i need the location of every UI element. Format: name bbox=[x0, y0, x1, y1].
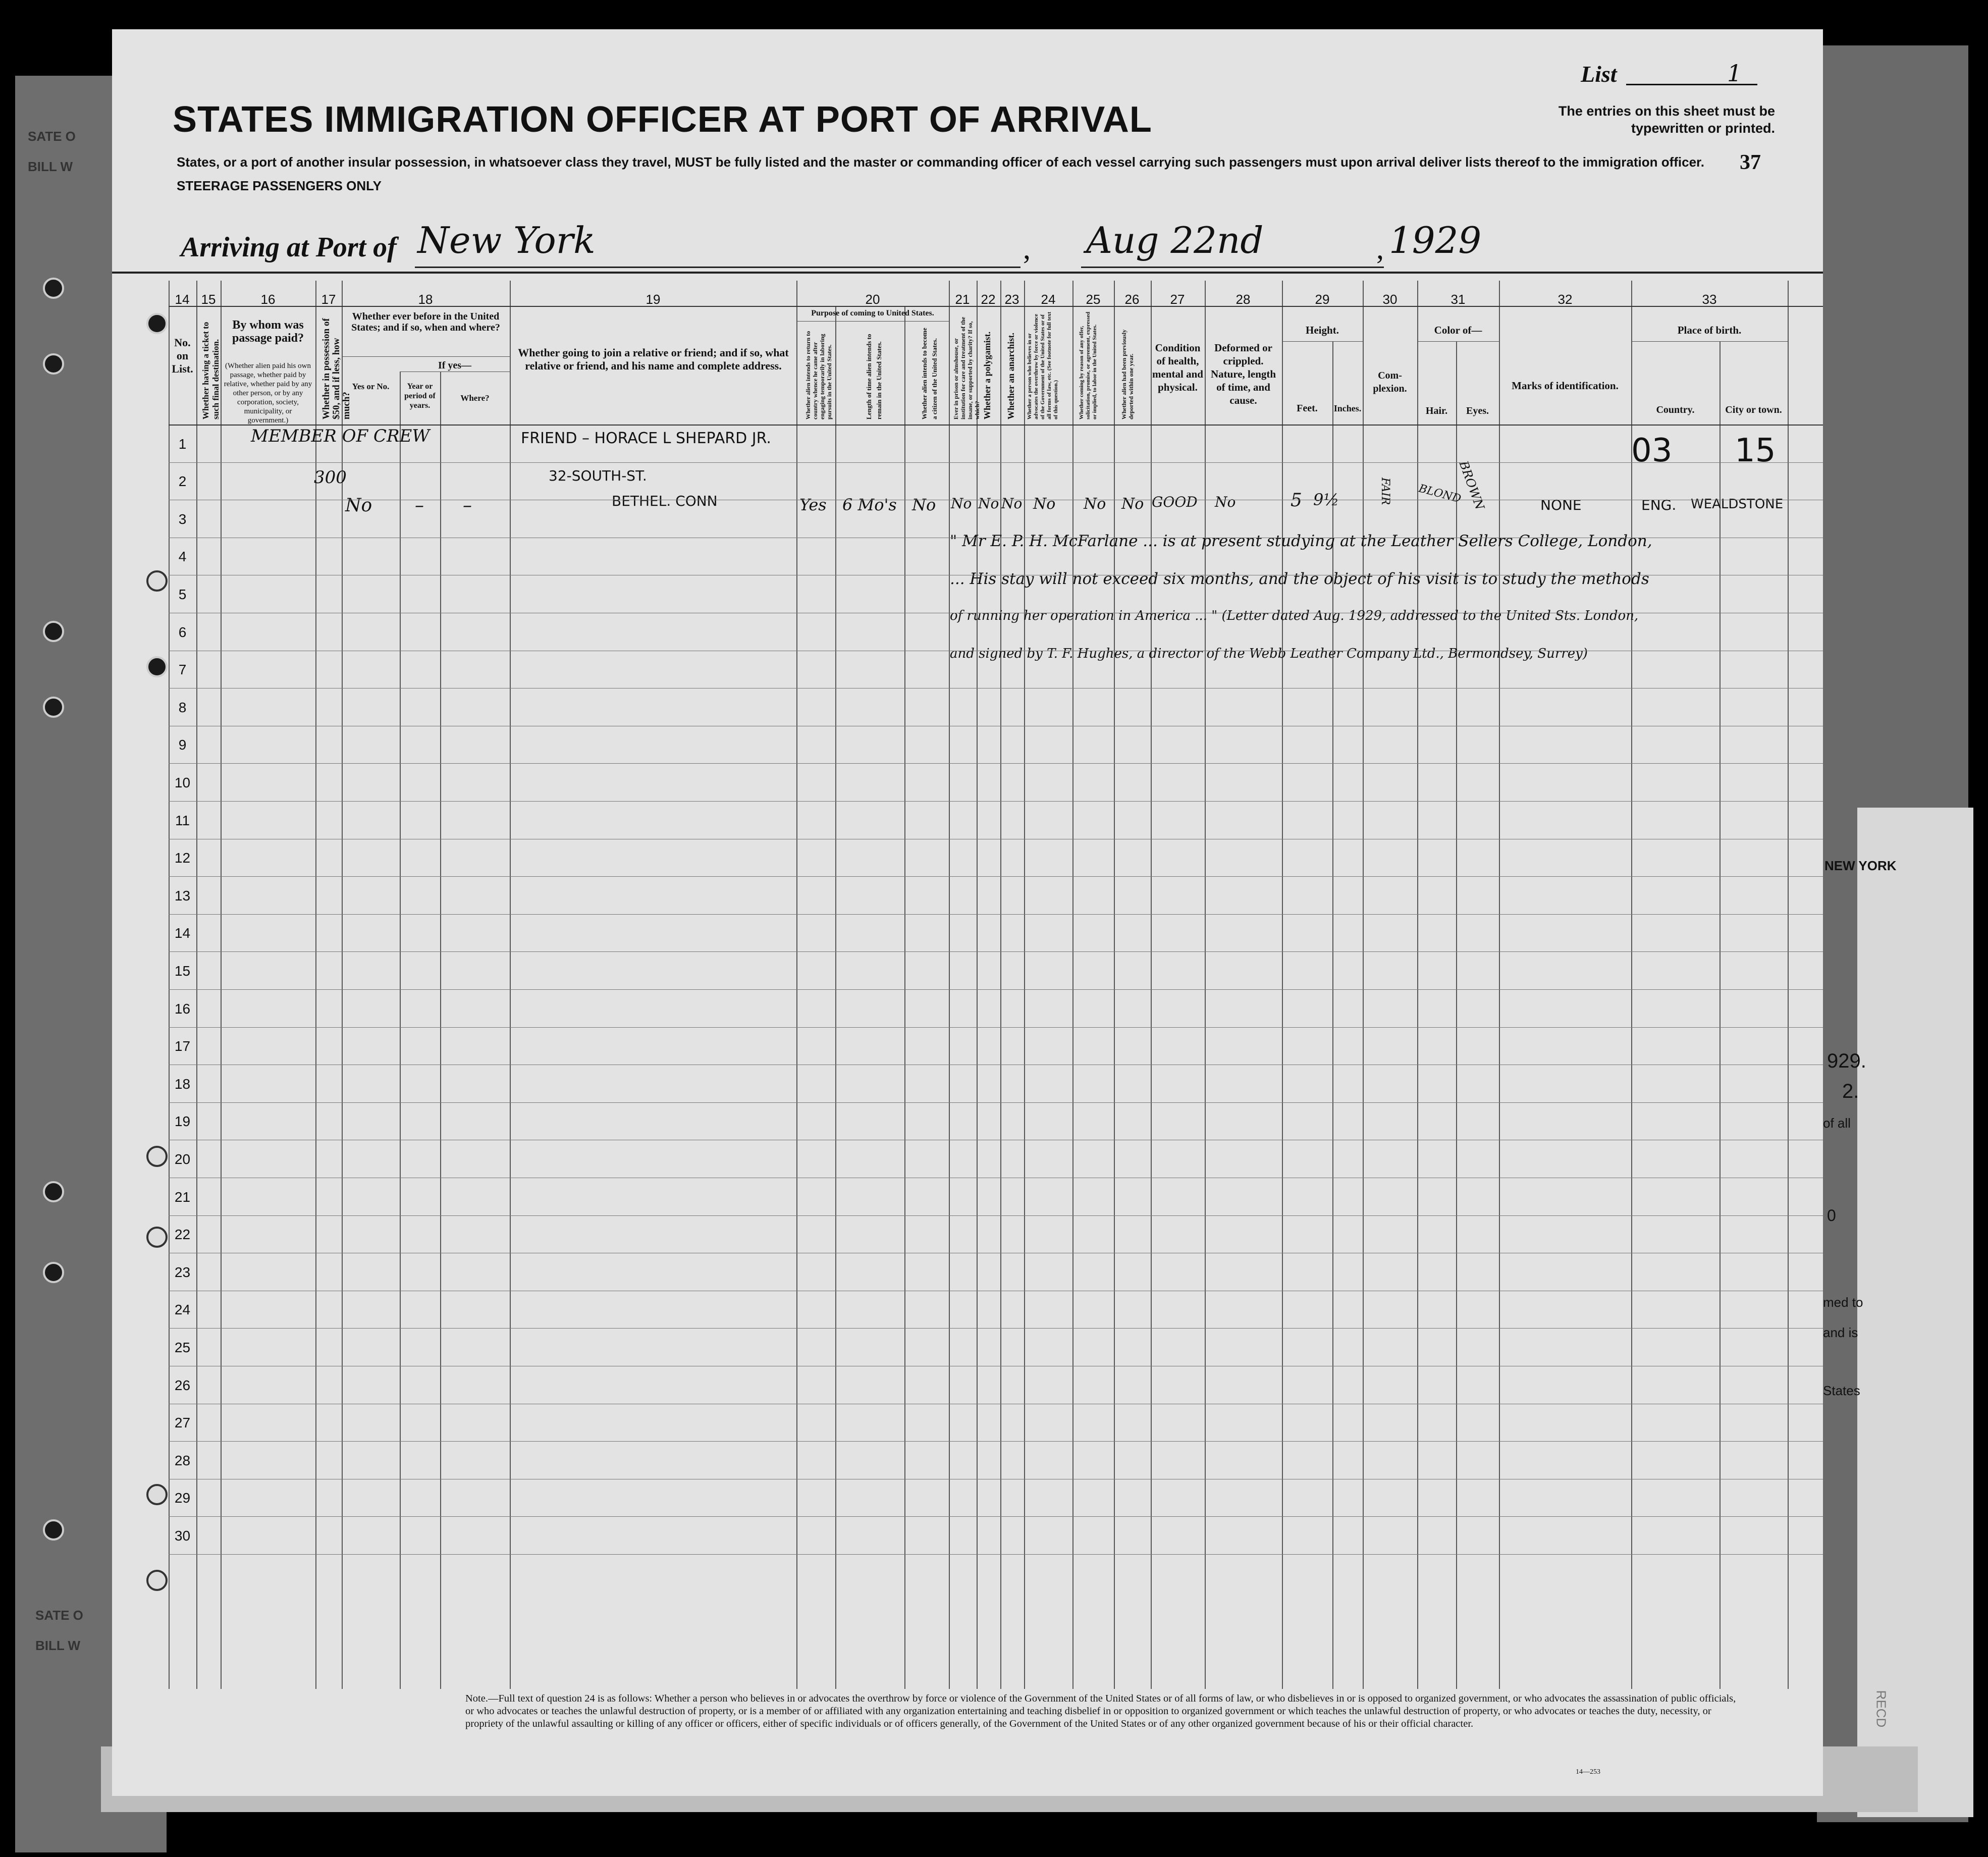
binder-hole bbox=[146, 1570, 168, 1591]
col-line bbox=[1720, 341, 1721, 1689]
binder-hole bbox=[146, 1484, 168, 1505]
subheader-line bbox=[1631, 341, 1788, 342]
entry-where: – bbox=[463, 495, 472, 516]
row-number: 28 bbox=[174, 1452, 191, 1468]
col-number: 16 bbox=[260, 292, 276, 307]
row-number: 5 bbox=[178, 587, 187, 602]
entry-length: 6 Mo's bbox=[842, 495, 897, 514]
col-number: 21 bbox=[955, 292, 970, 307]
col-line bbox=[1072, 281, 1073, 1689]
hdr-money: Whether in possession of $50, and if less, how much? bbox=[321, 318, 352, 419]
entry-feet: 5 bbox=[1291, 490, 1302, 511]
entry-anarchist: No bbox=[1001, 495, 1023, 512]
right-fragment-ny: NEW YORK bbox=[1824, 858, 1897, 873]
row-number: 24 bbox=[174, 1302, 191, 1318]
hdr-hair: Hair. bbox=[1425, 405, 1448, 416]
hdr-purpose: Purpose of coming to United States. bbox=[811, 309, 934, 317]
right-fragment-0: 0 bbox=[1827, 1206, 1836, 1225]
entry-passage-paid: MEMBER OF CREW bbox=[251, 426, 430, 446]
hdr-citizen: Whether alien intends to become a citizen of the United States. bbox=[921, 328, 938, 419]
entry-joining: FRIEND – HORACE L SHEPARD JR. bbox=[521, 430, 771, 447]
binder-hole bbox=[43, 1519, 64, 1541]
manifest-table bbox=[112, 281, 1823, 1689]
subheader-line bbox=[1417, 341, 1499, 342]
entry-return: Yes bbox=[799, 495, 827, 514]
entry-complexion: FAIR bbox=[1379, 477, 1391, 505]
hdr-passage-paid-sub: (Whether alien paid his own passage, whether paid by relative, whether paid by any other person, or by any corporation, society, municipality, or government.) bbox=[224, 362, 312, 425]
row-number: 9 bbox=[178, 737, 187, 753]
arrival-port: New York bbox=[417, 219, 596, 261]
list-underline bbox=[1626, 84, 1757, 85]
col-line bbox=[796, 281, 797, 1689]
hdr-joining: Whether going to join a relative or friend; and if so, what relative or friend, and his name and complete address. bbox=[518, 346, 789, 372]
hdr-labor: Whether coming by reason of any offer, solicitation, promise, or agreement, expressed or implied, to labor in the United States. bbox=[1079, 311, 1098, 419]
right-fragment-929: 929. bbox=[1827, 1050, 1866, 1072]
entry-money: 300 bbox=[314, 467, 347, 488]
hdr-polygamist: Whether a polygamist. bbox=[982, 331, 992, 419]
col-line bbox=[400, 372, 401, 1689]
hdr-overthrow: Whether a person who believes in or advocates the overthrow by force or violence of the Government of the United States or of all forms of law, etc. (See footnote for full text of this question.) bbox=[1027, 311, 1059, 419]
hdr-before-us: Whether ever before in the United States; and if so, when and where? bbox=[351, 311, 500, 333]
col-number: 33 bbox=[1702, 292, 1717, 307]
row-number: 15 bbox=[174, 963, 191, 979]
col-number: 20 bbox=[865, 292, 880, 307]
annotation-line-1: " Mr E. P. H. McFarlane ... is at present studying at the Leather Sellers College, London, bbox=[950, 532, 1652, 550]
entry-hair: BLOND bbox=[1417, 482, 1463, 506]
row-number: 29 bbox=[174, 1490, 191, 1506]
hdr-height: Height. bbox=[1306, 324, 1339, 336]
footnote: Note.—Full text of question 24 is as follows: Whether a person who believes in or advocates the overthrow by force or violence of the Government of the United States or of all forms of law, or who disbelieves in or is opposed to organized government, or who advocates the assassination of public officials, or who advocates or teaches the unlawful destruction of property, or is a member of or affiliated with any organization entertaining and teaching disbelief in or opposition to organized government or which teaches the unlawful destruction of property, or who advocates or teaches the duty, necessity, or propriety of the unlawful assaulting or killing of any officer or officers, either of specific individuals or of officers generally, of the Government of the United States or of any other organized government because of his or their official character. bbox=[465, 1693, 1736, 1729]
row-line bbox=[169, 462, 1823, 463]
binder-hole bbox=[43, 1262, 64, 1283]
hdr-health: Condition of health, mental and physical. bbox=[1152, 342, 1203, 393]
row-number: 19 bbox=[174, 1113, 191, 1130]
col-line bbox=[221, 281, 222, 1689]
row-number: 10 bbox=[174, 775, 191, 790]
row-number: 3 bbox=[178, 511, 187, 527]
col-number: 22 bbox=[981, 292, 996, 307]
binder-hole bbox=[146, 570, 168, 592]
binder-hole bbox=[146, 1146, 168, 1167]
col-number: 18 bbox=[418, 292, 433, 307]
row-line bbox=[169, 801, 1823, 802]
underlying-page-right-inner bbox=[1857, 808, 1973, 1817]
entry-address-1: 32-SOUTH-ST. bbox=[549, 467, 647, 484]
entry-before: No bbox=[345, 495, 372, 516]
row-number: 20 bbox=[174, 1151, 191, 1167]
hdr-anarchist: Whether an anarchist. bbox=[1006, 333, 1016, 419]
entry-citizen: No bbox=[912, 495, 936, 514]
header-line bbox=[169, 425, 1823, 426]
row-number: 4 bbox=[178, 549, 187, 565]
row-number: 17 bbox=[174, 1038, 191, 1054]
hdr-marks: Marks of identification. bbox=[1512, 380, 1619, 392]
row-number: 16 bbox=[174, 1000, 191, 1017]
col-number: 23 bbox=[1004, 292, 1019, 307]
row-number: 13 bbox=[174, 887, 191, 904]
binder-hole bbox=[43, 697, 64, 718]
row-number: 25 bbox=[174, 1340, 191, 1355]
entry-year: – bbox=[415, 495, 424, 516]
row-number: 12 bbox=[174, 850, 191, 866]
entry-deformed: No bbox=[1215, 494, 1236, 510]
entry-address-2: BETHEL. CONN bbox=[612, 493, 718, 509]
hdr-place-of-birth: Place of birth. bbox=[1677, 324, 1742, 336]
col-line bbox=[1363, 281, 1364, 1689]
date-underline bbox=[1081, 267, 1384, 268]
left-fragment-bottom: SATE O bbox=[35, 1608, 83, 1623]
arrival-year: 1929 bbox=[1389, 219, 1482, 261]
col-line bbox=[835, 306, 836, 1689]
right-fragment-and-is: and is bbox=[1823, 1325, 1858, 1340]
hdr-inches: Inches. bbox=[1333, 403, 1362, 413]
hdr-color-of: Color of— bbox=[1434, 324, 1482, 336]
subheader-line bbox=[796, 321, 949, 322]
row-line bbox=[169, 989, 1823, 990]
row-number: 2 bbox=[178, 473, 187, 490]
code-city: 15 bbox=[1735, 432, 1776, 469]
form-number: 14—253 bbox=[1576, 1768, 1600, 1776]
col-number: 19 bbox=[646, 292, 661, 307]
row-line bbox=[169, 1516, 1823, 1517]
col-number: 29 bbox=[1315, 292, 1330, 307]
annotation-line-3: of running her operation in America ... " (Letter dated Aug. 1929, addressed to the United Sts. London, bbox=[950, 608, 1639, 623]
row-number: 27 bbox=[174, 1415, 191, 1431]
list-value: 1 bbox=[1727, 60, 1742, 87]
row-line bbox=[169, 763, 1823, 764]
col-number: 15 bbox=[201, 292, 216, 307]
col-line bbox=[977, 281, 978, 1689]
col-number: 30 bbox=[1382, 292, 1398, 307]
left-fragment-top: SATE O bbox=[28, 129, 76, 144]
row-number: 21 bbox=[174, 1189, 191, 1205]
port-underline bbox=[415, 267, 1020, 268]
hdr-where: Where? bbox=[460, 393, 490, 403]
entry-eyes: BROWN bbox=[1456, 459, 1487, 512]
binder-hole bbox=[43, 621, 64, 642]
col-line bbox=[440, 372, 441, 1689]
col-number: 27 bbox=[1170, 292, 1185, 307]
hdr-complexion: Com-plexion. bbox=[1373, 370, 1407, 394]
row-line bbox=[169, 1441, 1823, 1442]
header-rule bbox=[112, 272, 1823, 274]
col-number: 28 bbox=[1235, 292, 1251, 307]
entry-overthrow: No bbox=[1033, 495, 1056, 513]
binder-hole bbox=[43, 1181, 64, 1202]
hdr-length: Length of time alien intends to remain in the United States. bbox=[865, 334, 883, 419]
entry-deported: No bbox=[1121, 495, 1144, 513]
entry-health: GOOD bbox=[1152, 494, 1198, 510]
row-line bbox=[169, 951, 1823, 952]
right-fragment-med-to: med to bbox=[1823, 1295, 1863, 1310]
hdr-country: Country. bbox=[1656, 404, 1695, 415]
right-fragment-of-all: of all bbox=[1823, 1116, 1851, 1131]
left-fragment-bottom-2: BILL W bbox=[35, 1638, 81, 1653]
entries-note: The entries on this sheet must be typewritten or printed. bbox=[1558, 103, 1775, 136]
hdr-return: Whether alien intends to return to country whence he came after engaging temporarily in laboring pursuits in the United States. bbox=[804, 331, 833, 419]
entry-country: ENG. bbox=[1641, 497, 1677, 513]
col-number: 32 bbox=[1557, 292, 1573, 307]
arriving-label: Arriving at Port of bbox=[181, 232, 397, 263]
hdr-prison: Ever in prison or almshouse, or institution for care and treatment of the insane, or supported by charity? If so, which? bbox=[952, 316, 981, 419]
left-fragment-mid: BILL W bbox=[28, 159, 73, 174]
hdr-city: City or town. bbox=[1725, 404, 1782, 415]
right-fragment-2: 2. bbox=[1842, 1080, 1859, 1102]
row-line bbox=[169, 1102, 1823, 1103]
entry-marks: NONE bbox=[1540, 497, 1582, 513]
right-fragment-recd: RECD bbox=[1873, 1690, 1889, 1728]
binder-hole bbox=[43, 353, 64, 375]
hdr-yes-no: Yes or No. bbox=[352, 382, 390, 391]
entry-inches: 9½ bbox=[1313, 490, 1339, 509]
annotation-line-2: ... His stay will not exceed six months, and the object of his visit is to study the methods bbox=[950, 570, 1649, 588]
row-line bbox=[169, 1554, 1823, 1555]
col-line bbox=[1024, 281, 1025, 1689]
comma-separator-2: , bbox=[1376, 232, 1384, 265]
comma-separator: , bbox=[1023, 232, 1031, 265]
row-line bbox=[169, 914, 1823, 915]
hdr-no-on-list: No. on List. bbox=[172, 336, 193, 375]
entry-city: WEALDSTONE bbox=[1691, 497, 1784, 512]
hdr-if-yes: If yes— bbox=[438, 360, 472, 371]
row-number: 8 bbox=[178, 699, 187, 715]
col-line bbox=[1282, 281, 1283, 1689]
header-line bbox=[169, 306, 1823, 307]
sheet-number: 37 bbox=[1740, 151, 1761, 174]
entry-labor: No bbox=[1084, 495, 1106, 513]
arrival-date: Aug 22nd bbox=[1086, 219, 1264, 261]
binder-hole bbox=[43, 278, 64, 299]
subheader-line bbox=[1282, 341, 1363, 342]
binder-hole bbox=[146, 313, 168, 334]
subheader-line bbox=[342, 356, 510, 357]
steerage-label: STEERAGE PASSENGERS ONLY bbox=[177, 178, 382, 193]
row-number: 26 bbox=[174, 1377, 191, 1393]
col-line bbox=[196, 281, 197, 1689]
hdr-year: Year or period of years. bbox=[404, 382, 436, 410]
hdr-deformed: Deformed or crippled. Nature, length of time, and cause. bbox=[1210, 342, 1276, 406]
col-line bbox=[949, 281, 950, 1689]
hdr-deported: Whether alien had been previously deported within one year. bbox=[1120, 329, 1135, 419]
annotation-line-4: and signed by T. F. Hughes, a director of the Webb Leather Company Ltd., Bermondsey, Surrey) bbox=[950, 646, 1588, 661]
row-number: 18 bbox=[174, 1076, 191, 1092]
col-line bbox=[342, 281, 343, 1689]
hdr-ticket: Whether having a ticket to such final destination. bbox=[201, 322, 221, 419]
col-line bbox=[510, 281, 511, 1689]
entry-polygamist: No bbox=[978, 495, 999, 512]
hdr-passage-paid: By whom was passage paid? bbox=[232, 319, 304, 345]
row-number: 30 bbox=[174, 1528, 191, 1544]
row-number: 7 bbox=[178, 662, 187, 678]
page-title: STATES IMMIGRATION OFFICER AT PORT OF ARRIVAL bbox=[173, 99, 1152, 140]
row-line bbox=[169, 1027, 1823, 1028]
row-number: 23 bbox=[174, 1264, 191, 1280]
row-line bbox=[169, 1328, 1823, 1329]
list-label: List bbox=[1581, 61, 1617, 87]
row-number: 14 bbox=[174, 925, 191, 941]
right-fragment-states: States bbox=[1823, 1383, 1860, 1398]
col-line bbox=[1000, 281, 1001, 1689]
col-number: 31 bbox=[1450, 292, 1466, 307]
row-line bbox=[169, 1215, 1823, 1216]
row-line bbox=[169, 876, 1823, 877]
col-number: 24 bbox=[1041, 292, 1056, 307]
col-number: 26 bbox=[1124, 292, 1140, 307]
col-line bbox=[1205, 281, 1206, 1689]
binder-hole bbox=[146, 1227, 168, 1248]
instructions-text: States, or a port of another insular possession, in whatsoever class they travel, MUST be fully listed and the master or commanding officer of each vessel carrying such passengers must upon arrival deliver lists thereof to the immigration officer. bbox=[177, 154, 1704, 170]
row-number: 6 bbox=[178, 624, 187, 640]
hdr-feet: Feet. bbox=[1297, 403, 1318, 414]
binder-hole bbox=[146, 656, 168, 677]
col-line bbox=[1151, 281, 1152, 1689]
col-number: 17 bbox=[321, 292, 336, 307]
entry-prison: No bbox=[951, 495, 972, 512]
col-number: 25 bbox=[1086, 292, 1101, 307]
code-country: 03 bbox=[1631, 432, 1673, 469]
col-line bbox=[904, 306, 905, 1689]
row-number: 1 bbox=[178, 436, 187, 452]
col-number: 14 bbox=[175, 292, 190, 307]
col-line bbox=[169, 281, 170, 1689]
col-line bbox=[1788, 281, 1789, 1689]
col-line bbox=[1499, 281, 1500, 1689]
col-line bbox=[315, 281, 316, 1689]
hdr-eyes: Eyes. bbox=[1466, 405, 1489, 416]
col-line bbox=[1631, 281, 1632, 1689]
row-number: 11 bbox=[175, 812, 190, 828]
row-number: 22 bbox=[174, 1227, 191, 1243]
col-line bbox=[1114, 281, 1115, 1689]
manifest-sheet bbox=[112, 29, 1823, 1796]
